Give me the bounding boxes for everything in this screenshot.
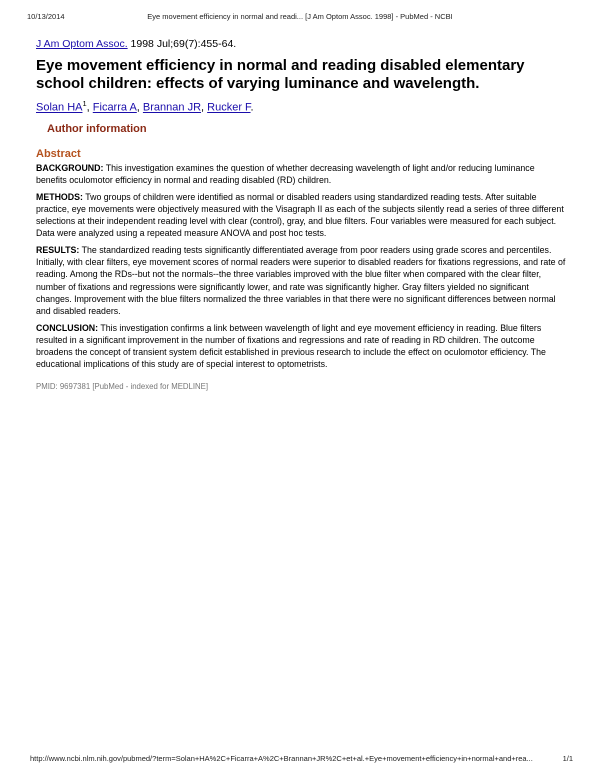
author-separator: .: [250, 101, 254, 114]
abstract-results: [36, 244, 566, 317]
author-link[interactable]: Brannan JR: [142, 101, 202, 114]
section-text: Two groups of children were identified as normal or disabled readers using standardized reading tests. After suitable practice, eye movements were objectively measured with the Visagraph II as each of the subjects silently read a series of three different selections at their independent reading level with clear (control), gray, and blue filters. Four variables were measured for each subject. Data were analyzed using a repeated measure ANOVA and post hoc tests.: [36, 191, 564, 239]
article-title: Eye movement efficiency in normal and reading disabled elementary school children: effects of varying luminance and wavelength.: [36, 57, 525, 92]
author-link[interactable]: Solan HA: [36, 101, 83, 114]
section-text: This investigation examines the question of whether decreasing wavelength of light and/or reducing luminance benefits oculomotor efficiency in normal and reading disabled (RD) children.: [36, 162, 535, 185]
author-separator: ,: [86, 101, 93, 114]
section-text: The standardized reading tests significantly differentiated average from poor readers using grade scores and percentiles. Initially, with clear filters, eye movement scores of normal readers were superior to disabled readers for fixations regressions, and rate of reading. Among the RDs--but not the normals--the three variables improved with the blue filter when compared with the clear filter, number of fixations and regressions were significantly lower, and rate was significantly higher. Gray filters yielded no significant changes. Improvement with the blue filters normalized the three variables in that there were no significant differences between normal and disabled readers.: [36, 245, 566, 316]
author-separator: ,: [201, 101, 208, 114]
print-page-title: Eye movement efficiency in normal and readi... [J Am Optom Assoc. 1998] - PubMed - NCBI: [147, 12, 453, 21]
author-link[interactable]: Ficarra A: [92, 101, 137, 114]
pmid-line: PMID: 9697381 [PubMed - indexed for MEDLINE]: [36, 382, 209, 392]
section-label: METHODS:: [36, 191, 83, 202]
print-date: 10/13/2014: [27, 12, 65, 21]
citation: [36, 38, 566, 50]
citation-details: 1998 Jul;69(7):455-64.: [127, 38, 237, 50]
article: [36, 38, 566, 391]
section-label: RESULTS:: [36, 245, 80, 256]
author-separator: ,: [136, 101, 143, 114]
section-text: This investigation confirms a link between wavelength of light and eye movement efficiency in reading. Blue filters resulted in a significant improvement in the number of fixations and regressions and rate of reading in RD children. The outcome broadens the concept of transient system deficit established in previous research to include the effect on oculomotor efficiency. The educational implications of this study are of special interest to optometrists.: [36, 322, 546, 370]
abstract-background: [36, 162, 566, 186]
section-label: BACKGROUND:: [36, 162, 104, 173]
section-label: CONCLUSION:: [36, 322, 99, 333]
abstract-methods: [36, 191, 566, 239]
author-link[interactable]: Rucker F: [207, 101, 251, 114]
page-number: 1/1: [562, 754, 573, 763]
print-url: http://www.ncbi.nlm.nih.gov/pubmed/?term=Solan+HA%2C+Ficarra+A%2C+Brannan+JR%2C+et+al.+Eye+movement+efficiency+in+normal+and+rea...: [30, 754, 533, 763]
abstract-conclusion: [36, 322, 566, 370]
author-affiliation-sup: 1: [82, 99, 87, 108]
abstract-heading: Abstract: [36, 147, 81, 160]
author-information-toggle[interactable]: Author information: [47, 122, 147, 135]
author-list: [36, 99, 566, 114]
journal-link[interactable]: J Am Optom Assoc.: [36, 38, 128, 50]
